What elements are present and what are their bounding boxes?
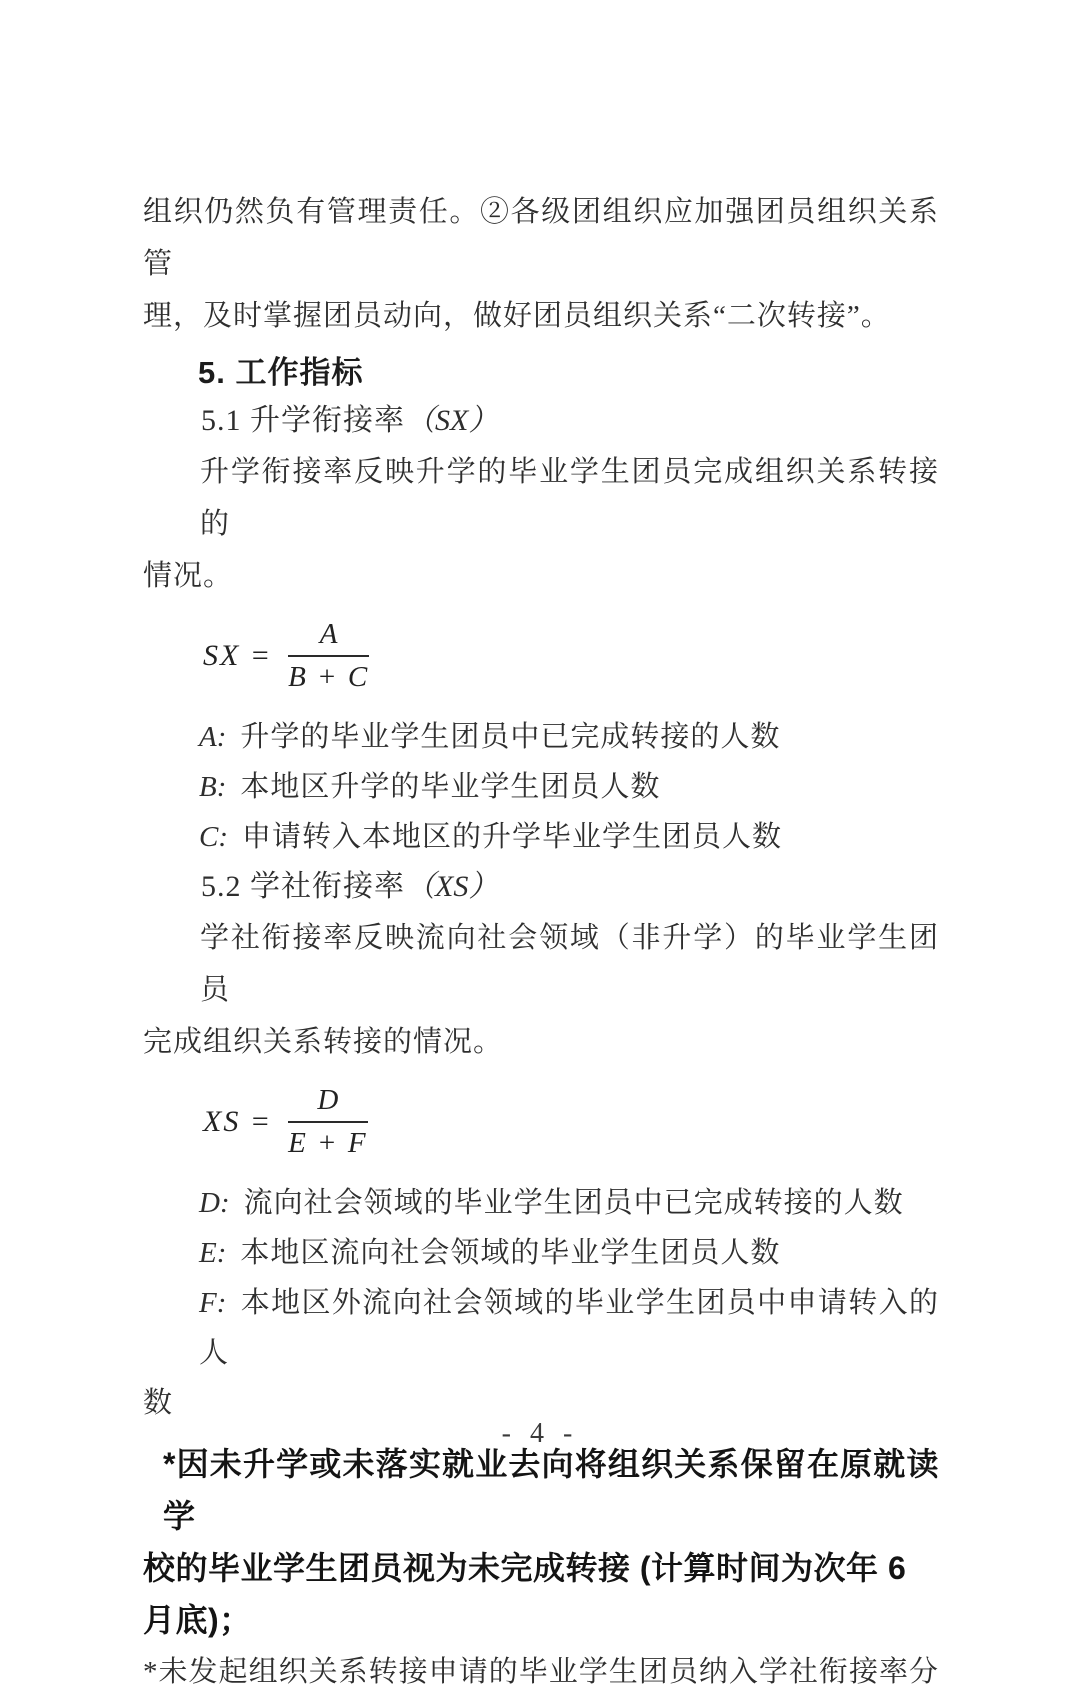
definition-row-d [143, 1178, 939, 1228]
definition-symbol-f: F: [199, 1287, 227, 1319]
definition-row-e [143, 1228, 939, 1278]
definition-symbol-d: D: [199, 1187, 230, 1219]
formula-sx-fraction [288, 618, 369, 694]
definition-symbol-a: A: [199, 721, 227, 753]
formula-xs-numerator: D [288, 1084, 368, 1123]
section-heading: 5. 工作指标 [198, 355, 364, 390]
formula-sx [143, 610, 939, 702]
subsection-heading-5-2-text: 5.2 学社衔接率 [201, 870, 405, 903]
definition-row-f [143, 1278, 939, 1378]
definition-row-c [143, 812, 939, 862]
subsection-heading-5-2 [143, 862, 939, 912]
definition-row-a [143, 712, 939, 762]
subsection-heading-5-2-symbol: （XS） [405, 870, 499, 903]
definition-symbol-b: B: [199, 771, 227, 803]
definition-text-b: 本地区升学的毕业学生团员人数 [240, 771, 661, 803]
definition-f-overflow-line: 数 [143, 1387, 173, 1419]
subsection-5-1-description-line-1: 升学衔接率反映升学的毕业学生团员完成组织关系转接的 [200, 456, 939, 540]
definition-row-b [143, 762, 939, 812]
formula-sx-denominator: B + C [288, 661, 370, 693]
definition-text-c: 申请转入本地区的升学毕业学生团员人数 [242, 821, 783, 853]
note-bold-line-1: *因未升学或未落实就业去向将组织关系保留在原就读学 [163, 1446, 939, 1534]
intro-paragraph-line-2: 理，及时掌握团员动向，做好团员组织关系“二次转接”。 [143, 300, 891, 332]
note-bold-line-2: 校的毕业学生团员视为未完成转接 (计算时间为次年 6 月底)； [143, 1550, 907, 1638]
definition-text-e: 本地区流向社会领域的毕业学生团员人数 [240, 1237, 781, 1269]
formula-xs-fraction [288, 1084, 368, 1160]
definition-text-d: 流向社会领域的毕业学生团员中已完成转接的人数 [243, 1187, 904, 1219]
subsection-5-2-description-line-2: 完成组织关系转接的情况。 [143, 1026, 504, 1058]
subsection-5-2-description-line-1: 学社衔接率反映流向社会领域（非升学）的毕业学生团员 [200, 922, 939, 1006]
page-number: - 4 - [501, 1418, 579, 1449]
formula-sx-numerator: A [288, 618, 369, 657]
definition-text-a: 升学的毕业学生团员中已完成转接的人数 [240, 721, 781, 753]
note-regular-line: *未发起组织关系转接申请的毕业学生团员纳入学社衔接率分 [143, 1656, 939, 1688]
document-content [143, 186, 939, 1698]
subsection-5-1-description-line-2: 情况。 [143, 560, 234, 592]
subsection-heading-5-1-text: 5.1 升学衔接率 [201, 404, 405, 437]
definition-symbol-e: E: [199, 1237, 227, 1269]
intro-paragraph-line-1: 组织仍然负有管理责任。②各级团组织应加强团员组织关系管 [143, 196, 939, 280]
definition-symbol-c: C: [199, 821, 228, 853]
formula-sx-lhs: SX = [203, 639, 273, 672]
subsection-heading-5-1 [143, 396, 939, 446]
definition-text-f: 本地区外流向社会领域的毕业学生团员中申请转入的人 [199, 1287, 939, 1369]
formula-xs-denominator: E + F [288, 1127, 368, 1159]
formula-xs [143, 1076, 939, 1168]
formula-xs-lhs: XS = [203, 1105, 273, 1138]
subsection-heading-5-1-symbol: （SX） [405, 404, 499, 437]
